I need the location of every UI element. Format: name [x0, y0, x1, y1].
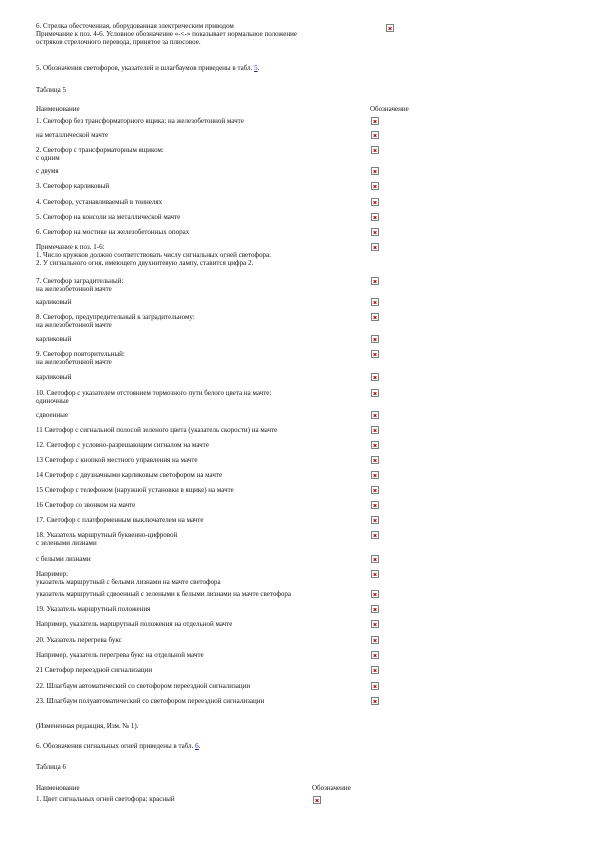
table-5-row-text: 16 Светофор со звонком на мачте — [36, 501, 136, 509]
table-5-row-text: 15 Светофор с телефоном (наружной установки в ящике) на мачте — [36, 486, 234, 494]
table-5-row-text: карликовый — [36, 298, 72, 306]
paragraph-6: 6. Обозначения сигнальных огней приведены в табл. 6. — [36, 742, 201, 750]
table-6-header-name: Наименование — [36, 784, 80, 792]
table-5-row-text: 17. Светофор с платформенным выключателем на мачте — [36, 516, 204, 524]
broken-image-icon — [371, 697, 379, 705]
broken-image-icon — [371, 666, 379, 674]
table-5-header-name: Наименование — [36, 105, 80, 113]
paragraph-5: 5. Обозначения светофоров, указателей и шлагбаумов приведены в табл. 5. — [36, 64, 260, 72]
table-5-row-text: карликовый — [36, 373, 72, 381]
broken-image-icon — [371, 531, 379, 539]
broken-image-icon — [371, 117, 379, 125]
broken-image-icon — [371, 298, 379, 306]
table-5-row-text: 3. Светофор карликовый — [36, 182, 110, 190]
broken-image-icon — [371, 198, 379, 206]
broken-image-icon — [371, 335, 379, 343]
table-5-row-text: 20. Указатель перегрева букс — [36, 636, 122, 644]
broken-image-icon — [371, 516, 379, 524]
broken-image-icon — [371, 350, 379, 358]
broken-image-icon — [371, 605, 379, 613]
table-5-link[interactable]: 5 — [254, 64, 258, 72]
table-5-row-text: на железобетонной мачте — [36, 321, 112, 329]
table-5-row-text: одиночные — [36, 397, 69, 405]
broken-image-icon — [371, 441, 379, 449]
broken-image-icon — [371, 501, 379, 509]
table-5-row-text: на железобетонной мачте — [36, 358, 112, 366]
broken-image-icon — [371, 213, 379, 221]
top-line-2: Примечание к поз. 4-6. Условное обозначение «-<-» показывает нормальное положение — [36, 30, 297, 38]
broken-image-icon — [371, 590, 379, 598]
table-5-row-text: 4. Светофор, устанавливаемый в тоннелях — [36, 198, 163, 206]
table-5-header-symbol: Обозначение — [370, 105, 409, 113]
broken-image-icon — [371, 486, 379, 494]
table-5-row-text: с одним — [36, 154, 60, 162]
broken-image-icon — [371, 426, 379, 434]
table-5-row-text: Например, указатель перегрева букс на отдельной мачте — [36, 651, 204, 659]
broken-image-icon — [371, 456, 379, 464]
table-5-row-text: 9. Светофор повторительный: — [36, 350, 125, 358]
table-5-row-text: 14 Светофор с двузначными карликовым светофором на мачте — [36, 471, 223, 479]
table-5-caption: Таблица 5 — [36, 86, 66, 94]
table-6-row-text: 1. Цвет сигнальных огней светофора: красный — [36, 795, 175, 803]
table-5-row-text: 5. Светофор на консоли на металлической мачте — [36, 213, 181, 221]
broken-image-icon — [313, 796, 321, 804]
broken-image-icon — [371, 182, 379, 190]
table-5-row-text: Например, указатель маршрутный положения на отдельной мачте — [36, 620, 233, 628]
broken-image-icon — [371, 570, 379, 578]
table-5-row-text: 1. Светофор без трансформаторного ящика: на железобетонной мачте — [36, 117, 244, 125]
broken-image-icon — [371, 131, 379, 139]
broken-image-icon — [371, 555, 379, 563]
table-5-row-text: сдвоенные — [36, 411, 68, 419]
table-5-row-text: 22. Шлагбаум автоматический со светофором переездной сигнализации — [36, 682, 251, 690]
broken-image-icon — [371, 389, 379, 397]
table-6-header-symbol: Обозначение — [312, 784, 351, 792]
broken-image-icon — [371, 313, 379, 321]
table-5-row-text: 1. Число кружков должно соответствовать числу сигнальных огней светофора. — [36, 251, 271, 259]
table-5-row-text: 2. Светофор с трансформаторным ящиком: — [36, 146, 164, 154]
broken-image-icon — [371, 682, 379, 690]
table-5-row-text: 6. Светофор на мостике на железобетонных опорах — [36, 228, 190, 236]
table-5-row-text: 18. Указатель маршрутный буквенно-цифровой — [36, 531, 178, 539]
table-5-row-text: 23. Шлагбаум полуавтоматический со светофором переездной сигнализации — [36, 697, 265, 705]
table-5-row-text: карликовый — [36, 335, 72, 343]
table-6-link[interactable]: 6 — [195, 742, 199, 750]
table-5-row-text: Например: — [36, 570, 69, 578]
broken-image-icon — [371, 228, 379, 236]
table-5-row-text: 10. Светофор с указателем отстоянием тормозного пути белого цвета на мачте: — [36, 389, 272, 397]
broken-image-icon — [371, 167, 379, 175]
table-5-row-text: указатель маршрутный сдвоенный с зелеными к белыми лизнами на мачте светофора — [36, 590, 291, 598]
table-5-row-text: Примечание к поз. 1-6: — [36, 243, 105, 251]
table-5-row-text: с зелеными лизнами — [36, 539, 97, 547]
broken-image-icon — [371, 243, 379, 251]
table-5-row-text: 13 Светофор с кнопкой местного управления на мачте — [36, 456, 198, 464]
broken-image-icon — [371, 411, 379, 419]
table-5-row-text: 12. Светофор с условно-разрешающим сигналом на мачте — [36, 441, 209, 449]
table-5-row-text: 7. Светофор заградительный: — [36, 277, 124, 285]
amendment-note: (Измененная редакция, Изм. № 1). — [36, 722, 139, 730]
broken-image-icon — [371, 471, 379, 479]
table-5-row-text: 21 Светофор переездной сигнализации — [36, 666, 153, 674]
table-6-caption: Таблица 6 — [36, 763, 66, 771]
top-line-1: 6. Стрелка обесточенная, оборудованная электрическим приводом — [36, 22, 234, 30]
broken-image-icon — [371, 146, 379, 154]
table-5-row-text: с белыми лизнами — [36, 555, 91, 563]
broken-image-icon — [371, 373, 379, 381]
table-5-row-text: 11 Светофор с сигнальной полосой зеленого цвета (указатель скорости) на мачте — [36, 426, 278, 434]
table-5-row-text: 19. Указатель маршрутный положения — [36, 605, 151, 613]
broken-image-icon — [371, 636, 379, 644]
broken-image-icon — [371, 277, 379, 285]
table-5-row-text: 2. У сигнального огня, имеющего двухнитевую лампу, ставится цифра 2. — [36, 259, 254, 267]
top-line-3: остряков стрелочного перевода, принятое за плюсовое. — [36, 38, 201, 46]
table-5-row-text: 8. Светофор, предупредительный к заградительному: — [36, 313, 195, 321]
table-5-row-text: с двумя — [36, 167, 59, 175]
table-5-row-text: на железобетонной мачте — [36, 285, 112, 293]
table-5-row-text: на металлической мачте — [36, 131, 109, 139]
broken-image-icon — [371, 651, 379, 659]
broken-image-icon — [371, 620, 379, 628]
broken-image-icon — [386, 24, 394, 32]
table-5-row-text: указатель маршрутный с белыми лизнами на мачте светофора — [36, 578, 221, 586]
